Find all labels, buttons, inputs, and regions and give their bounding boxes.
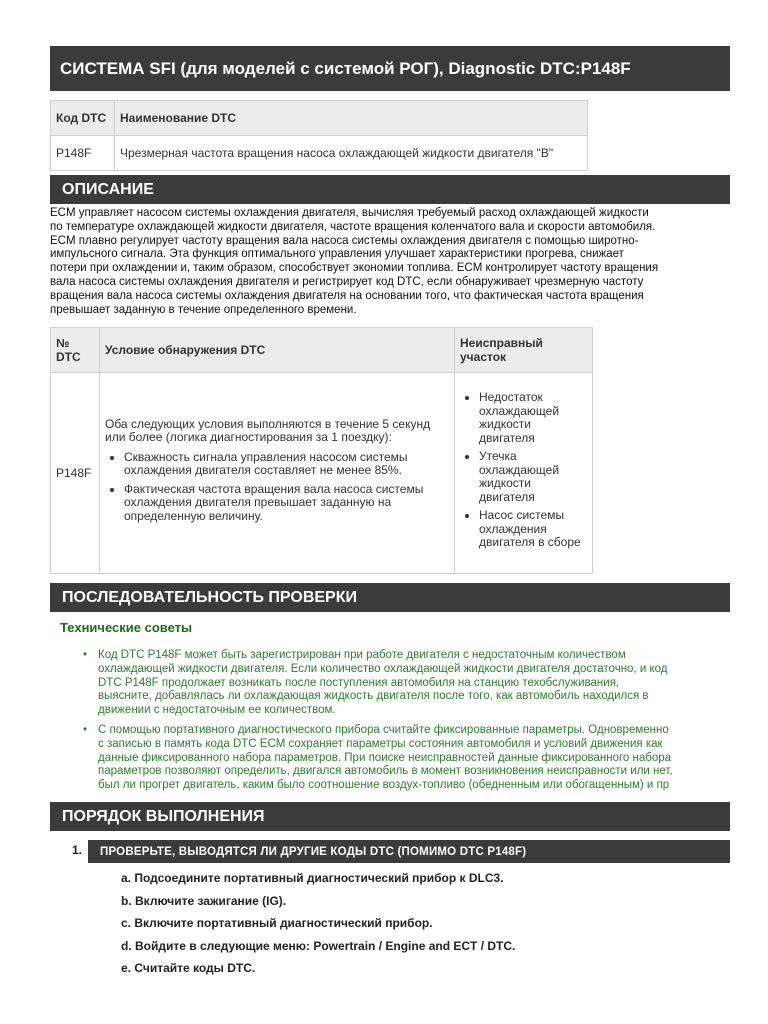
- substep-item: e. Считайте коды DTC.: [121, 961, 256, 975]
- inspection-heading: [50, 583, 730, 612]
- tip-line: выясните, добавлялась ли охлаждающая жидкость двигателя после того, как автомобиль находился в: [98, 690, 649, 703]
- substep-item: c. Включите портативный диагностический прибор.: [121, 916, 433, 930]
- description-line: вращения вала насоса системы охлаждения двигателя на основании того, что фактическая частота вращения: [50, 289, 644, 302]
- description-text: [50, 207, 732, 317]
- tip-line: параметров позволяют определить, двигался автомобиль в момент возникновения неисправности или нет,: [98, 765, 673, 778]
- step-number: 1.: [72, 843, 83, 857]
- description-heading: [50, 175, 730, 204]
- trouble-area-header: Неисправный участок: [455, 328, 593, 373]
- inspection-heading-text: ПОСЛЕДОВАТЕЛЬНОСТЬ ПРОВЕРКИ: [62, 588, 357, 606]
- condition-list: [105, 451, 449, 524]
- dtc-code-cell: P148F: [51, 136, 115, 171]
- description-line: импульсного сигнала. Эта функция оптимального управления улучшает характеристики прогрева, снижает: [50, 248, 624, 261]
- tip-line: данные фиксированного набора параметров. При поиске неисправностей данные фиксированного набора: [98, 751, 672, 764]
- tips-heading: Технические советы: [60, 620, 193, 635]
- description-heading-text: ОПИСАНИЕ: [62, 180, 154, 198]
- description-line: ECM плавно регулирует частоту вращения вала насоса системы охлаждения двигателя с помощью широтно-: [50, 234, 639, 247]
- dtc-table: [50, 100, 588, 171]
- dtc-number-header: № DTC: [51, 328, 100, 373]
- tips-list: [98, 649, 732, 799]
- tip-line: DTC P148F продолжает возникать после поступления автомобиля на станцию техобслуживания,: [98, 676, 620, 689]
- step-title-bar: [88, 840, 730, 863]
- tip-item: [98, 724, 732, 793]
- trouble-area-item: • Недостаток охлаждающей жидкости двигателя: [479, 391, 587, 445]
- detection-condition-cell: [100, 373, 455, 574]
- detection-dtc-cell: P148F: [51, 373, 100, 574]
- substep-item: d. Войдите в следующие меню: Powertrain / Engine and ECT / DTC.: [121, 938, 516, 953]
- tip-line: был ли прогрет двигатель, каким было соотношение воздух-топливо (обедненным или обогащенным) и пр: [98, 779, 670, 792]
- description-line: ECM управляет насосом системы охлаждения двигателя, вычисляя требуемый расход охлаждающей жидкости: [50, 207, 649, 219]
- tip-line: • Код DTC P148F может быть зарегистрирован при работе двигателя с недостаточным количеством: [98, 649, 626, 661]
- step-title: ПРОВЕРЬТЕ, ВЫВОДЯТСЯ ЛИ ДРУГИЕ КОДЫ DTC (ПОМИМО DTC P148F): [100, 845, 527, 858]
- page-title: [50, 46, 730, 91]
- procedure-heading: [50, 802, 730, 831]
- substep-list: [121, 871, 515, 984]
- detection-table: [50, 327, 593, 574]
- tip-line: движении с недостаточным ее количеством.: [98, 704, 336, 717]
- condition-item: • Скважность сигнала управления насосом системы охлаждения двигателя составляет не менее 85%.: [124, 451, 449, 478]
- page-title-text: СИСТЕМА SFI (для моделей с системой РОГ), Diagnostic DTC:P148F: [60, 58, 631, 78]
- description-line: по температуре охлаждающей жидкости двигателя, частоте вращения коленчатого вала и скорости автомобиля.: [50, 220, 656, 233]
- tip-line: охлаждающей жидкости двигателя. Если количество охлаждающей жидкости двигателя достаточно, и код: [98, 662, 668, 675]
- procedure-heading-text: ПОРЯДОК ВЫПОЛНЕНИЯ: [62, 807, 265, 825]
- trouble-area-item: • Насос системы охлаждения двигателя в сборе: [479, 509, 587, 550]
- trouble-area-list: [460, 391, 587, 550]
- dtc-code-header: Код DTC: [51, 101, 115, 136]
- trouble-area-item: • Утечка охлаждающей жидкости двигателя: [479, 450, 587, 504]
- dtc-name-cell: Чрезмерная частота вращения насоса охлаждающей жидкости двигателя "B": [115, 136, 588, 171]
- detection-condition-header: Условие обнаружения DTC: [100, 328, 455, 373]
- tip-item: [98, 649, 732, 718]
- description-line: вала насоса системы охлаждения двигателя и регистрирует код DTC, если обнаруживает чрезмерную частоту: [50, 275, 644, 288]
- tip-line: с записью в память кода DTC ECM сохраняет параметры состояния автомобиля и условий движения как: [98, 737, 663, 750]
- condition-intro: Оба следующих условия выполняются в течение 5 секунд или более (логика диагностирования за 1 поездку):: [105, 416, 431, 445]
- description-line: превышает заданную в течение определенного времени.: [50, 303, 357, 316]
- condition-item: • Фактическая частота вращения вала насоса системы охлаждения двигателя превышает заданную на определенную величину.: [124, 483, 449, 524]
- trouble-area-cell: [455, 373, 593, 574]
- substep-item: a. Подсоедините портативный диагностический прибор к DLC3.: [121, 871, 504, 885]
- tip-line: • С помощью портативного диагностического прибора считайте фиксированные параметры. Одновременно: [98, 723, 669, 736]
- substep-item: b. Включите зажигание (IG).: [121, 893, 287, 908]
- description-line: потери при охлаждении и, таким образом, способствует экономии топлива. ECM контролирует частоту вращения: [50, 262, 659, 275]
- dtc-name-header: Наименование DTC: [115, 101, 588, 136]
